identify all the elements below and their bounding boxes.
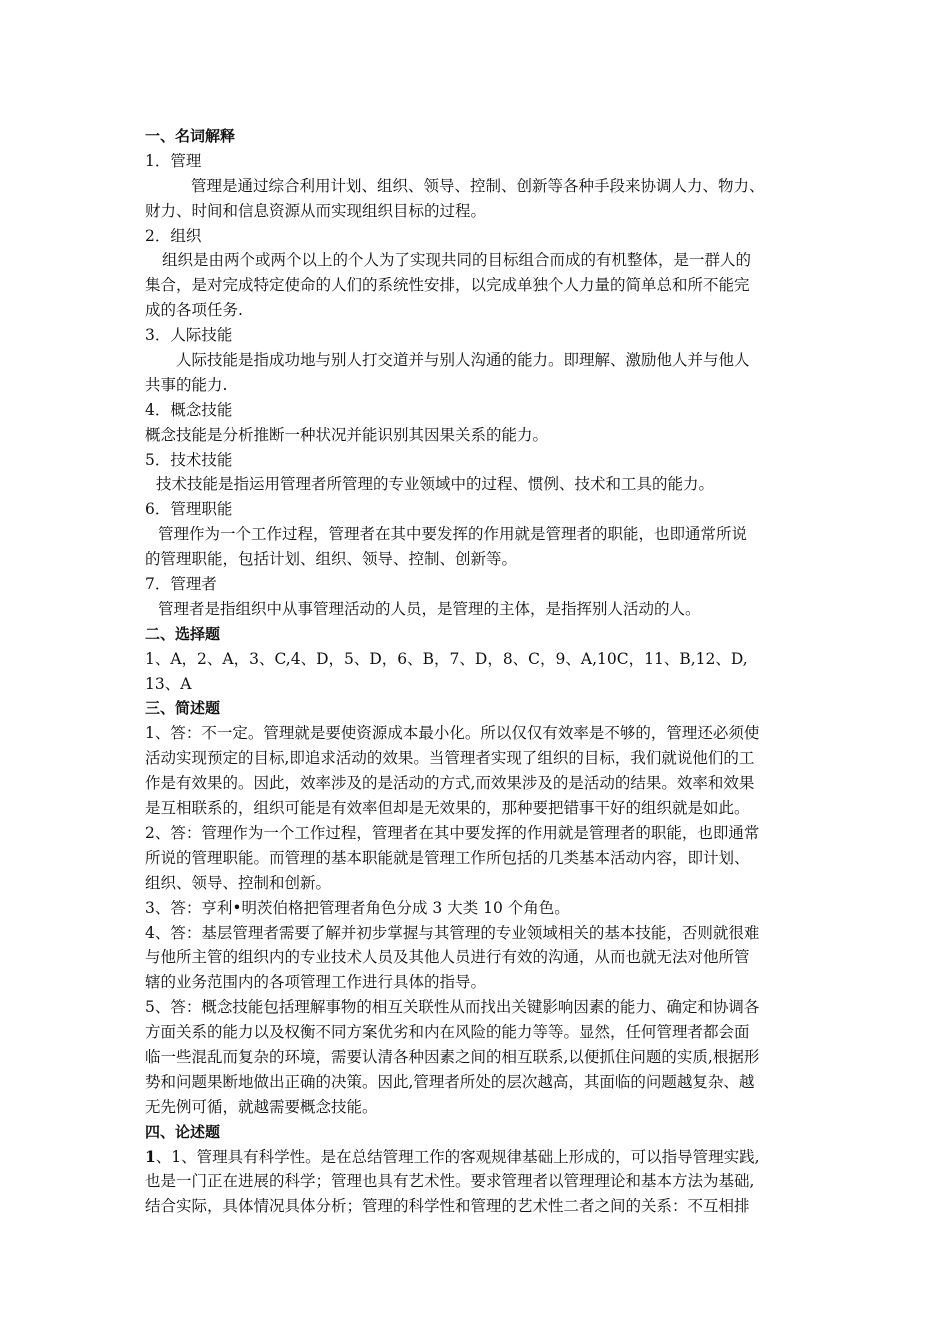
essay-line: 、1、管理具有科学性。是在总结管理工作的客观规律基础上形成的，可以指导管理实践, (155, 1147, 760, 1166)
essay-text: 也是一门正在进展的科学；管理也具有艺术性。要求管理者以管理理论和基本方法为基础, (145, 1172, 755, 1191)
essay-lead-number: 1 (145, 1146, 156, 1166)
term-text: 概念技能是分析推断一种状况并能识别其因果关系的能力。 (145, 425, 549, 444)
short-answer-text: 临一些混乱而复杂的环境，需要认清各种因素之间的相互联系,以便抓住问题的实质,根据形 (145, 1047, 760, 1066)
term-title: 7．管理者 (145, 575, 217, 594)
section-heading-choices: 二、选择题 (145, 624, 221, 643)
short-answer-text: 4、答：基层管理者需要了解并初步掌握与其管理的专业领域相关的基本技能，否则就很难 (145, 923, 760, 942)
short-answer-text: 组织、领导、控制和创新。 (145, 873, 332, 892)
term-text: 组织是由两个或两个以上的个人为了实现共同的目标组合而成的有机整体，是一群人的 (162, 251, 752, 270)
term-text: 的管理职能，包括计划、组织、领导、控制、创新等。 (145, 550, 518, 569)
short-answer-text: 所说的管理职能。而管理的基本职能就是管理工作所包括的几类基本活动内容，即计划、 (145, 848, 750, 867)
section-heading-short-answers: 三、简述题 (145, 699, 221, 718)
term-text: 技术技能是指运用管理者所管理的专业领域中的过程、惯例、技术和工具的能力。 (156, 475, 715, 494)
short-answer-text: 是互相联系的，组织可能是有效率但却是无效果的，那种要把错事干好的组织就是如此。 (145, 799, 750, 818)
short-answer-text: 势和问题果断地做出正确的决策。因此,管理者所处的层次越高，其面临的问题越复杂、越 (145, 1072, 755, 1091)
term-title: 4．概念技能 (145, 400, 233, 419)
short-answer-text: 3、答：亨利•明茨伯格把管理者角色分成 3 大类 10 个角色。 (145, 898, 570, 917)
term-text: 人际技能是指成功地与别人打交道并与别人沟通的能力。即理解、激励他人并与他人 (176, 351, 750, 370)
short-answer-text: 辖的业务范围内的各项管理工作进行具体的指导。 (145, 973, 487, 992)
document-page (145, 124, 820, 1219)
term-title: 1．管理 (145, 151, 202, 170)
term-text: 管理是通过综合利用计划、组织、领导、控制、创新等各种手段来协调人力、物力、 (191, 176, 765, 195)
short-answer-text: 5、答：概念技能包括理解事物的相互关联性从而找出关键影响因素的能力、确定和协调各 (145, 998, 760, 1017)
choice-answers: 13、A (145, 674, 192, 693)
short-answer-text: 1、答：不一定。管理就是要使资源成本最小化。所以仅仅有效率是不够的，管理还必须使 (145, 724, 760, 743)
term-title: 2．组织 (145, 226, 202, 245)
short-answer-text: 作是有效果的。因此，效率涉及的是活动的方式,而效果涉及的是活动的结果。效率和效果 (145, 774, 755, 793)
term-text: 财力、时间和信息资源从而实现组织目标的过程。 (145, 201, 487, 220)
term-title: 6．管理职能 (145, 500, 233, 519)
term-text: 集合，是对完成特定使命的人们的系统性安排，以完成单独个人力量的简单总和所不能完 (145, 276, 750, 295)
term-title: 5．技术技能 (145, 450, 233, 469)
term-text: 管理者是指组织中从事管理活动的人员，是管理的主体，是指挥别人活动的人。 (158, 599, 701, 618)
short-answer-text: 活动实现预定的目标,即追求活动的效果。当管理者实现了组织的目标，我们就说他们的工 (145, 749, 755, 768)
short-answer-text: 方面关系的能力以及权衡不同方案优劣和内在风险的能力等等。显然，任何管理者都会面 (145, 1023, 750, 1042)
short-answer-text: 无先例可循，就越需要概念技能。 (145, 1097, 378, 1116)
term-text: 成的各项任务. (145, 301, 243, 320)
essay-text: 结合实际，具体情况具体分析；管理的科学性和管理的艺术性二者之间的关系：不互相排 (145, 1197, 750, 1216)
essay-text (145, 1145, 820, 1170)
short-answer-text: 与他所主管的组织内的专业技术人员及其他人员进行有效的沟通，从而也就无法对他所管 (145, 948, 750, 967)
choice-answers: 1、A，2、A，3、C,4、D，5、D，6、B，7、D，8、C，9、A,10C，11、B,12、D, (145, 649, 748, 668)
section-heading-terms: 一、名词解释 (145, 127, 236, 145)
term-text: 共事的能力. (145, 375, 228, 394)
section-heading-essay: 四、论述题 (145, 1122, 221, 1141)
term-text: 管理作为一个工作过程，管理者在其中要发挥的作用就是管理者的职能，也即通常所说 (158, 525, 748, 544)
short-answer-text: 2、答：管理作为一个工作过程，管理者在其中要发挥的作用就是管理者的职能，也即通常 (145, 823, 760, 842)
term-title: 3．人际技能 (145, 326, 233, 345)
